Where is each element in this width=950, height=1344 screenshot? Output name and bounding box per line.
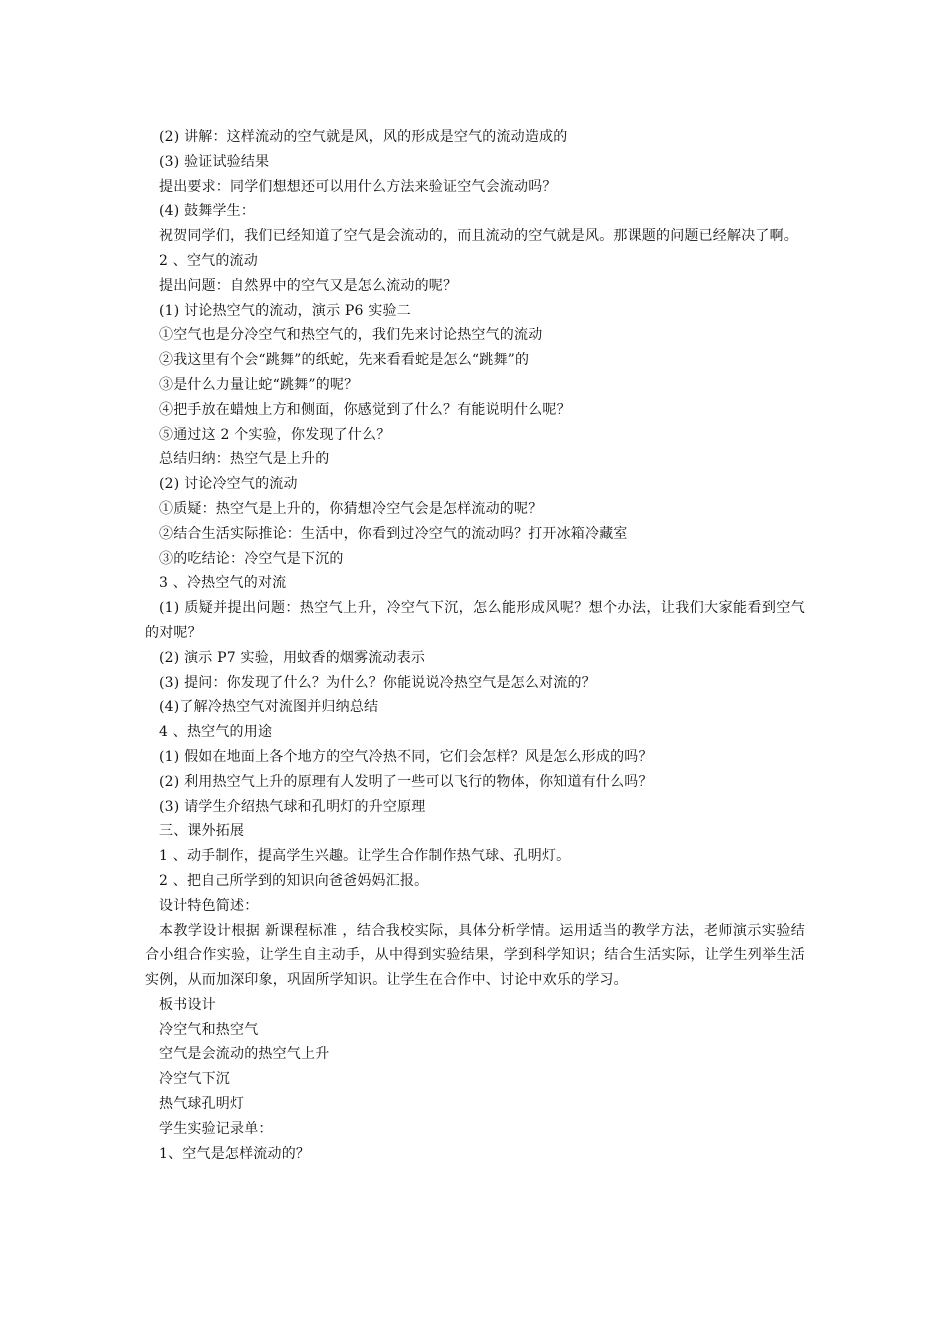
text-line: (1) 假如在地面上各个地方的空气冷热不同，它们会怎样？风是怎么形成的吗？ [159, 748, 653, 765]
text-line: 空气是会流动的热空气上升 [159, 1046, 330, 1063]
text-line: (2) 讨论冷空气的流动 [159, 476, 298, 493]
text-line: ①质疑：热空气是上升的，你猜想冷空气会是怎样流动的呢？ [159, 500, 543, 517]
text-line: (2) 演示 P7 实验，用蚊香的烟雾流动表示 [159, 649, 426, 666]
text-line: (1) 讨论热空气的流动，演示 P6 实验二 [159, 302, 411, 319]
text-line: 提出问题：自然界中的空气又是怎么流动的呢？ [159, 277, 458, 294]
text-line: ③是什么力量让蛇“跳舞”的呢？ [159, 376, 359, 393]
text-line: ⑤通过这 2 个实验，你发现了什么？ [159, 426, 391, 443]
text-line: 4 、热空气的用途 [159, 724, 273, 741]
text-line: 热气球孔明灯 [159, 1096, 245, 1113]
text-line: 2 、空气的流动 [159, 252, 258, 269]
text-line: (4)了解冷热空气对流图并归纳总结 [159, 699, 379, 716]
text-line: (4) 鼓舞学生： [159, 203, 256, 220]
text-line: 祝贺同学们，我们已经知道了空气是会流动的，而且流动的空气就是风。那课题的问题已经解决了啊。 [159, 228, 798, 245]
text-line: 本教学设计根据 新课程标准 ，结合我校实际，具体分析学情。运用适当的教学方法，老师演示实验结合小组合作实验，让学生自主动手，从中得到实验结果，学到科学知识；结合生活实际，让学生列举生活实例，从而加深印象，巩固所学知识。让学生在合作中、讨论中欢乐的学习。 [145, 922, 805, 989]
text-line: 学生实验记录单： [159, 1120, 273, 1137]
text-line: 提出要求：同学们想想还可以用什么方法来验证空气会流动吗？ [159, 178, 557, 195]
text-line: (2) 讲解：这样流动的空气就是风，风的形成是空气的流动造成的 [159, 129, 568, 145]
text-line: ④把手放在蜡烛上方和侧面，你感觉到了什么？有能说明什么呢？ [159, 401, 571, 418]
text-line: ①空气也是分冷空气和热空气的，我们先来讨论热空气的流动 [159, 327, 543, 344]
text-line: 三、课外拓展 [159, 823, 245, 840]
text-line: 设计特色简述： [159, 897, 259, 914]
text-line: (2) 利用热空气上升的原理有人发明了一些可以飞行的物体，你知道有什么吗？ [159, 773, 653, 790]
text-line: (3) 请学生介绍热气球和孔明灯的升空原理 [159, 798, 426, 815]
text-line: ③的吃结论：冷空气是下沉的 [159, 550, 344, 567]
text-line: (1) 质疑并提出问题：热空气上升，冷空气下沉，怎么能形成风呢？想个办法，让我们大家能看到空气的对呢？ [145, 600, 805, 641]
text-line: 1、空气是怎样流动的？ [159, 1145, 311, 1162]
text-line: 冷空气和热空气 [159, 1021, 259, 1038]
text-line: ②结合生活实际推论：生活中，你看到过冷空气的流动吗？打开冰箱冷藏室 [159, 525, 628, 542]
text-line: (3) 提问：你发现了什么？为什么？你能说说冷热空气是怎么对流的？ [159, 674, 596, 691]
text-line: 板书设计 [159, 996, 216, 1013]
text-line: 1 、动手制作，提高学生兴趣。让学生合作制作热气球、孔明灯。 [159, 848, 571, 865]
text-line: 冷空气下沉 [159, 1071, 230, 1088]
text-line: ②我这里有个会“跳舞”的纸蛇，先来看看蛇是怎么“跳舞”的 [159, 352, 530, 369]
text-line: 2 、把自己所学到的知识向爸爸妈妈汇报。 [159, 872, 429, 889]
text-line: (3) 验证试验结果 [159, 153, 270, 170]
text-line: 总结归纳：热空气是上升的 [159, 451, 330, 468]
text-line: 3 、冷热空气的对流 [159, 575, 287, 592]
document-body [145, 125, 805, 1166]
